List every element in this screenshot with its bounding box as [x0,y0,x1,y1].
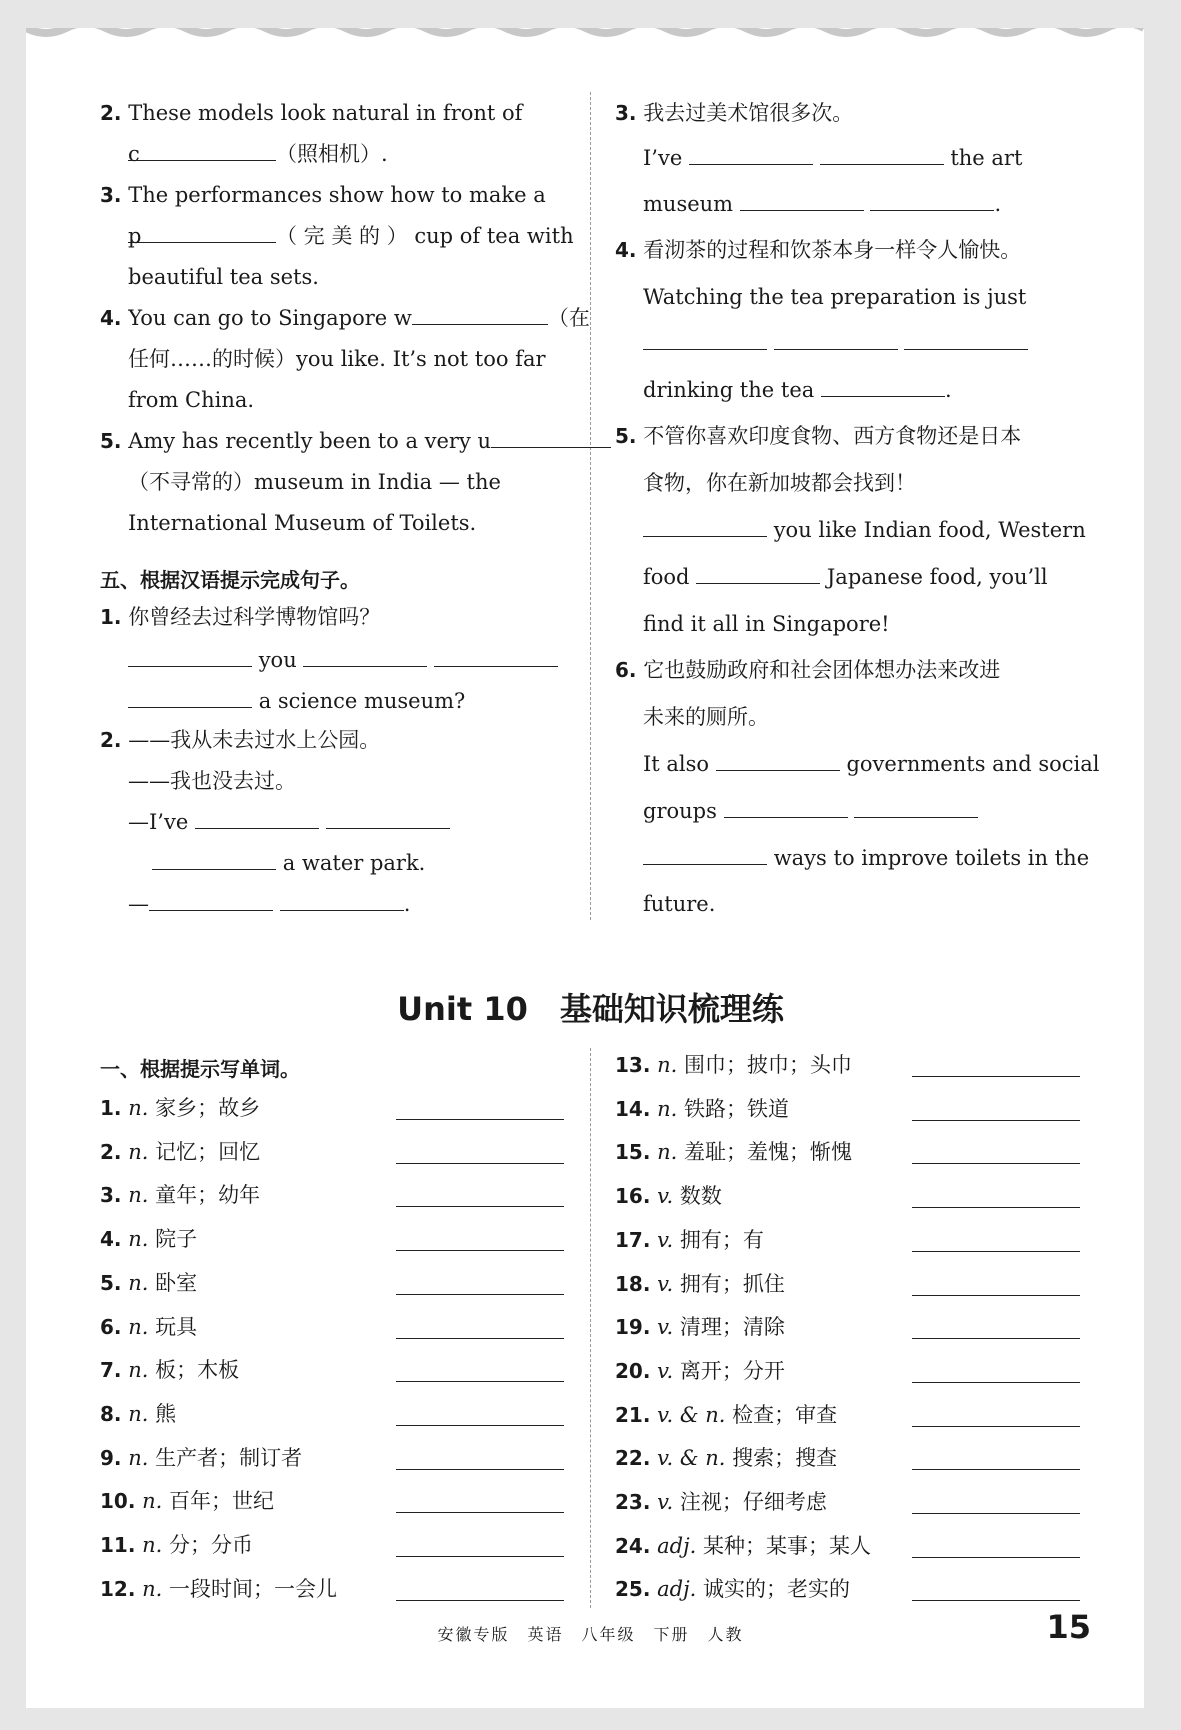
left-q3-line1: 3. The performances show how to make a [100,183,546,207]
footer-text: 安徽专版 英语 八年级 下册 人教 [437,1625,744,1644]
answer-blank[interactable] [912,1469,1080,1470]
part-of-speech: n. [142,1489,163,1514]
answer-blank[interactable] [912,1207,1080,1208]
s5-q6-prompt2: 未来的厕所。 [643,705,769,729]
left-q4-line3: from China. [128,388,255,412]
part-of-speech: v. & n. [657,1402,726,1427]
answer-blank[interactable] [434,640,558,667]
answer-blank[interactable] [912,1076,1080,1077]
part-of-speech: n. [128,1139,149,1164]
chinese-meaning: 记忆；回忆 [155,1139,261,1164]
answer-blank[interactable] [854,791,978,818]
left-q4-line2: 任何……的时候）you like. It’s not too far [128,347,546,371]
answer-blank[interactable] [912,1426,1080,1427]
vocab-number: 15. [615,1140,651,1165]
part-of-speech: n. [142,1576,163,1601]
chinese-meaning: 拥有；有 [679,1227,764,1252]
answer-blank[interactable]: c [128,134,276,161]
vocab-item [615,1399,837,1429]
answer-blank[interactable] [303,640,427,667]
chinese-meaning: 铁路；铁道 [684,1096,790,1121]
answer-blank[interactable] [716,744,840,771]
vocab-item [615,1268,785,1298]
vocab-item [615,1224,764,1254]
column-divider-bottom [590,1048,591,1608]
answer-blank[interactable] [912,1600,1080,1601]
answer-blank[interactable] [870,184,994,211]
s5-q6-prompt1: 6. 它也鼓励政府和社会团体想办法来改进 [615,658,1001,682]
unit-title: Unit 10 基础知识梳理练 [397,990,784,1028]
vocab-number: 3. [100,1183,122,1208]
answer-blank[interactable] [396,1381,564,1382]
answer-blank[interactable] [491,421,611,448]
part-of-speech: n. [128,1227,149,1252]
vocab-item [100,1529,253,1559]
part-of-speech: adj. [657,1533,697,1558]
part-of-speech: n. [657,1053,678,1077]
left-q2-line1: 2. These models look natural in front of [100,101,523,125]
s5-q1-prompt: 1. 你曾经去过科学博物馆吗？ [100,605,381,629]
answer-blank[interactable] [820,138,944,165]
part-of-speech: n. [657,1096,678,1121]
answer-blank[interactable] [912,1251,1080,1252]
s5-q4-line2: Watching the tea preparation is just [643,285,1027,309]
answer-blank[interactable] [912,1163,1080,1164]
answer-blank[interactable] [195,802,319,829]
chinese-meaning: 离开；分开 [679,1358,785,1383]
part-of-speech: adj. [657,1577,697,1602]
s5-q5-prompt2: 食物，你在新加坡都会找到！ [643,471,916,495]
s5-q3-prompt: 3. 我去过美术馆很多次。 [615,101,854,125]
chinese-meaning: 数数 [679,1184,722,1209]
vocab-number: 21. [615,1402,651,1427]
s5-q5-prompt1: 5. 不管你喜欢印度食物、西方食物还是日本 [615,424,1022,448]
s5-q2-prompt2: ——我也没去过。 [128,769,296,793]
chinese-meaning: 一段时间；一会儿 [169,1576,338,1601]
chinese-meaning: 卧室 [155,1270,198,1295]
s5-q4-prompt: 4. 看沏茶的过程和饮茶本身一样令人愉快。 [615,238,1022,262]
vocab-number: 23. [615,1490,651,1514]
part-of-speech: n. [657,1140,678,1165]
answer-blank[interactable] [912,1338,1080,1339]
vocab-item [615,1442,837,1472]
answer-blank[interactable] [912,1295,1080,1296]
answer-blank[interactable] [396,1163,564,1164]
s5-q5-line4: food Japanese food, you’ll [643,557,1048,598]
chinese-meaning: 院子 [155,1227,198,1252]
section5-heading: 五、根据汉语提示完成句子。 [100,568,360,592]
vocab-item [615,1180,722,1210]
vocab-number: 16. [615,1184,651,1209]
vocab-item [100,1485,274,1515]
answer-blank[interactable] [396,1469,564,1470]
chinese-meaning: 搜索；搜查 [732,1446,838,1471]
s5-q4-line4: drinking the tea . [643,370,952,411]
chinese-meaning: 拥有；抓住 [679,1271,785,1296]
vocab-item [100,1573,337,1603]
chinese-meaning: 生产者；制订者 [155,1445,303,1470]
chinese-meaning: 某种；某事；某人 [702,1533,871,1558]
vocab-number: 19. [615,1315,651,1340]
part-of-speech: n. [128,1096,149,1120]
vocab-number: 14. [615,1096,651,1121]
answer-blank[interactable] [396,1600,564,1601]
part-of-speech: n. [128,1314,149,1339]
vocab-number: 5. [100,1270,122,1295]
answer-blank[interactable] [912,1557,1080,1558]
vocab-item [100,1179,260,1209]
vocab-number: 8. [100,1401,122,1426]
answer-blank[interactable] [152,843,276,870]
answer-blank[interactable] [821,370,945,397]
answer-blank[interactable] [643,838,767,865]
answer-blank[interactable] [396,1119,564,1120]
part-of-speech: n. [142,1533,163,1557]
part-of-speech: v. [657,1271,674,1296]
answer-blank[interactable] [149,884,273,911]
s5-q2-prompt1: 2. ——我从未去过水上公园。 [100,728,381,752]
vocab-item [615,1573,850,1603]
vocab-item [615,1355,785,1385]
vocab-item [615,1093,789,1123]
part-of-speech: v. [657,1227,674,1252]
s5-q3-line2: I’ve the art [643,138,1022,179]
answer-blank[interactable] [396,1206,564,1207]
chinese-meaning: 玩具 [155,1314,198,1339]
vocab-number: 10. [100,1489,136,1514]
left-q4-line1: 4. You can go to Singapore w （在 [100,298,590,339]
answer-blank[interactable] [280,884,404,911]
answer-blank[interactable] [396,1250,564,1251]
answer-blank[interactable] [643,323,767,350]
vocab-number: 17. [615,1227,651,1252]
vocab-item [100,1223,197,1253]
answer-blank[interactable] [912,1513,1080,1514]
section1-heading: 一、根据提示写单词。 [100,1057,300,1081]
part-of-speech: v. [657,1490,674,1514]
vocab-number: 24. [615,1533,651,1558]
left-q5-line1: 5. Amy has recently been to a very u [100,421,611,462]
answer-blank[interactable] [740,184,864,211]
part-of-speech: v. [657,1184,674,1209]
vocab-item [100,1136,260,1166]
answer-blank[interactable]: p [128,216,276,243]
s5-q5-line5: find it all in Singapore! [643,612,890,636]
s5-q2-line3: —I’ve [128,802,450,843]
s5-q6-line6: future. [643,892,716,916]
vocab-number: 18. [615,1271,651,1296]
part-of-speech: n. [128,1358,149,1383]
page-number: 15 [1046,1608,1091,1646]
vocab-number: 12. [100,1576,136,1601]
vocab-number: 2. [100,1139,122,1164]
vocab-number: 7. [100,1358,122,1383]
s5-q2-line5: — . [128,884,410,925]
vocab-item [100,1092,260,1122]
answer-blank[interactable] [643,510,767,537]
answer-blank[interactable] [412,298,548,325]
vocab-number: 1. [100,1096,122,1120]
column-divider-top [590,92,591,920]
vocab-number: 9. [100,1445,122,1470]
s5-q2-line4: a water park. [152,843,425,884]
vocab-item [615,1311,785,1341]
answer-blank[interactable] [696,557,820,584]
s5-q6-line3: It also governments and social [643,744,1099,785]
left-q3-line3: beautiful tea sets. [128,265,319,289]
part-of-speech: n. [128,1445,149,1470]
part-of-speech: v. & n. [657,1446,726,1471]
vocab-number: 20. [615,1358,651,1383]
chinese-meaning: 检查；审查 [732,1402,838,1427]
answer-blank[interactable] [396,1556,564,1557]
chinese-meaning: 童年；幼年 [155,1183,261,1208]
vocab-number: 11. [100,1533,136,1557]
part-of-speech: n. [128,1183,149,1208]
chinese-meaning: 诚实的；老实的 [702,1577,850,1602]
chinese-meaning: 板；木板 [155,1358,240,1383]
vocab-item [100,1398,176,1428]
answer-blank[interactable] [396,1425,564,1426]
s5-q6-line4: groups [643,791,978,832]
vocab-item [615,1049,852,1079]
answer-blank[interactable] [396,1294,564,1295]
answer-blank[interactable] [128,640,252,667]
chinese-meaning: 羞耻；羞愧；惭愧 [684,1140,853,1165]
left-q5-line2: （不寻常的）museum in India — the [128,470,501,494]
s5-q1-line2: you [128,640,558,681]
s5-q1-line3: a science museum? [128,681,465,722]
vocab-item [100,1267,197,1297]
chinese-meaning: 分；分币 [169,1533,254,1557]
vocab-number: 13. [615,1053,651,1077]
left-q5-line3: International Museum of Toilets. [128,511,477,535]
vocab-item [100,1442,302,1472]
answer-blank[interactable] [912,1120,1080,1121]
answer-blank[interactable] [724,791,848,818]
answer-blank[interactable] [689,138,813,165]
chinese-meaning: 围巾；披巾；头巾 [684,1053,853,1077]
vocab-item [100,1354,239,1384]
chinese-meaning: 家乡；故乡 [155,1096,261,1120]
vocab-number: 4. [100,1227,122,1252]
vocab-item [615,1530,871,1560]
s5-q6-line5: ways to improve toilets in the [643,838,1089,879]
vocab-number: 6. [100,1314,122,1339]
answer-blank[interactable] [396,1338,564,1339]
vocab-item [100,1311,197,1341]
part-of-speech: n. [128,1401,149,1426]
chinese-meaning: 清理；清除 [679,1315,785,1340]
answer-blank[interactable] [774,323,898,350]
s5-q4-line3 [643,323,1028,364]
answer-blank[interactable] [396,1512,564,1513]
answer-blank[interactable] [326,802,450,829]
left-q2-line2: c （照相机）. [128,134,388,175]
left-q3-line2: p （ 完 美 的 ） cup of tea with [128,216,574,257]
chinese-meaning: 百年；世纪 [169,1489,275,1514]
answer-blank[interactable] [904,323,1028,350]
vocab-number: 25. [615,1577,651,1602]
part-of-speech: n. [128,1270,149,1295]
vocab-item [615,1486,827,1516]
chinese-meaning: 熊 [155,1401,177,1426]
part-of-speech: v. [657,1315,674,1340]
s5-q3-line3: museum . [643,184,1001,225]
s5-q5-line3: you like Indian food, Western [643,510,1086,551]
chinese-meaning: 注视；仔细考虑 [679,1490,827,1514]
part-of-speech: v. [657,1358,674,1383]
answer-blank[interactable] [912,1382,1080,1383]
vocab-number: 22. [615,1446,651,1471]
vocab-item [615,1136,852,1166]
answer-blank[interactable] [128,681,252,708]
